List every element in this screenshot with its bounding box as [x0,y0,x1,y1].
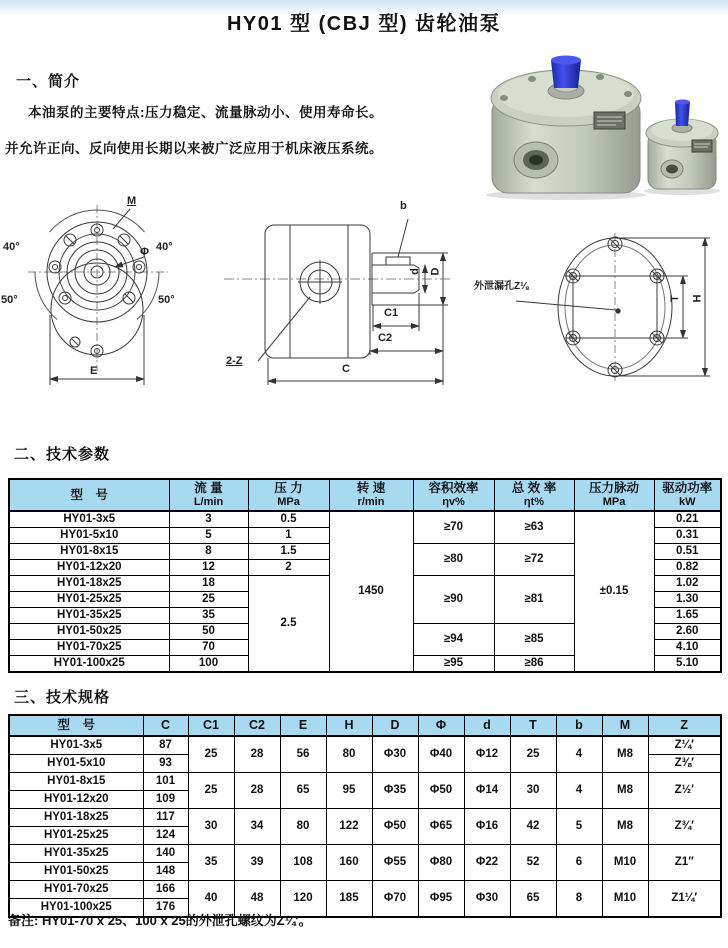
dim-label-phi: Φ [140,246,150,258]
table-cell: ≥63 [494,511,574,544]
table-cell: Φ22 [464,845,510,881]
table-cell: 117 [143,809,188,827]
table-cell: 176 [143,899,188,918]
column-header: 总 效 率 ηt% [494,479,574,511]
table-cell: HY01-70x25 [9,640,169,656]
dim-label-d: d [408,268,421,275]
dim-label-e: E [90,365,98,377]
table-cell: 25 [169,592,248,608]
table-cell: Φ55 [372,845,418,881]
table-cell: 1.02 [654,576,721,592]
table-cell: 124 [143,827,188,845]
column-header: d [464,715,510,736]
header-row [9,715,721,736]
table-cell: M10 [602,845,648,881]
dim-label-2z: 2-Z [226,355,243,367]
table-cell: 12 [169,560,248,576]
table-cell: 30 [188,809,234,845]
pump-photo-graphic [478,56,722,202]
table-cell: 28 [234,773,280,809]
table-cell: 70 [169,640,248,656]
table-cell: 4.10 [654,640,721,656]
technical-drawings [0,196,728,436]
dim-label-50-right: 50° [158,294,175,306]
table-cell: HY01-50x25 [9,624,169,640]
dim-label-b: b [400,200,407,212]
table-cell: Z1″ [648,845,721,881]
table-row [9,736,721,755]
column-header: 压 力 MPa [248,479,329,511]
product-photo [478,56,722,202]
intro-heading: 一、简介 [16,73,81,90]
table-cell: HY01-100x25 [9,899,143,918]
table-cell: 0.31 [654,528,721,544]
table-cell: HY01-70x25 [9,881,143,899]
table-cell: HY01-50x25 [9,863,143,881]
table-cell: 5 [556,809,602,845]
dim-label-t: T [668,295,681,302]
column-header: C2 [234,715,280,736]
table-cell: 2.5 [248,576,329,673]
footnote: 备注: HY01-70 x 25、100 x 25的外泄孔螺纹为Z¼′。 [8,913,312,928]
column-header: b [556,715,602,736]
dim-label-c: C [342,363,350,375]
table-cell: 100 [169,656,248,673]
table-cell: Φ30 [464,881,510,918]
column-header: Φ [418,715,464,736]
table-cell: 140 [143,845,188,863]
table-cell: 65 [280,773,326,809]
page-title: HY01 型 (CBJ 型) 齿轮油泵 [226,13,502,35]
table-cell: Φ14 [464,773,510,809]
table-cell: 109 [143,791,188,809]
table-cell: 35 [169,608,248,624]
table-cell: 4 [556,736,602,773]
table-cell: M8 [602,736,648,773]
table-cell: 5 [169,528,248,544]
table-cell: 93 [143,755,188,773]
dim-label-40-right: 40° [156,241,173,253]
table-cell: Φ35 [372,773,418,809]
leak-hole-label: 外泄漏孔Z⅛ [474,281,529,292]
table-cell: Z⅜′ [648,755,721,773]
table-cell: Φ70 [372,881,418,918]
table-cell: HY01-100x25 [9,656,169,673]
table-cell: HY01-12x20 [9,791,143,809]
intro-line-2: 并允许正向、反向使用长期以来被广泛应用于机床液压系统。 [5,141,383,156]
table-cell: Z¼′ [648,736,721,755]
column-header: M [602,715,648,736]
specs-heading: 三、技术规格 [14,689,111,706]
table-row [9,809,721,827]
table-cell: 108 [280,845,326,881]
table-row [9,511,721,528]
column-header: D [372,715,418,736]
table-cell: 80 [280,809,326,845]
table-cell: 34 [234,809,280,845]
column-header: 容积效率 ηv% [413,479,494,511]
table-cell: 87 [143,736,188,755]
table-cell: ≥90 [413,576,494,624]
table-cell: 4 [556,773,602,809]
table-cell: 0.5 [248,511,329,528]
side-view-drawing [222,200,457,395]
table-cell: Φ30 [372,736,418,773]
column-header: 转 速 r/min [329,479,413,511]
table-cell: HY01-5x10 [9,755,143,773]
table-cell: ≥72 [494,544,574,576]
table-row [9,773,721,791]
table-cell: Z¾′ [648,809,721,845]
table-cell: 25 [188,736,234,773]
table-cell: 3 [169,511,248,528]
table-cell: Z½′ [648,773,721,809]
table-cell: ≥85 [494,624,574,656]
table-cell: M8 [602,773,648,809]
dim-label-h: H [691,294,704,303]
table-cell: 0.82 [654,560,721,576]
table-cell: Φ80 [418,845,464,881]
table-cell: Φ40 [418,736,464,773]
intro-line-1: 本油泵的主要特点:压力稳定、流量脉动小、使用寿命长。 [28,105,383,120]
column-header: C [143,715,188,736]
table-cell: 0.21 [654,511,721,528]
table-cell: 50 [169,624,248,640]
table-cell: ≥86 [494,656,574,673]
table-cell: 148 [143,863,188,881]
specs-table [8,714,722,918]
table-cell: HY01-35x25 [9,845,143,863]
params-table [8,478,722,673]
table-cell: Φ50 [372,809,418,845]
table-cell: 8 [556,881,602,918]
table-cell: HY01-3x5 [9,511,169,528]
dim-label-m: M [127,195,137,207]
column-header: 型 号 [9,479,169,511]
table-cell: 25 [188,773,234,809]
table-row [9,845,721,863]
table-cell: 40 [188,881,234,918]
table-cell: 39 [234,845,280,881]
column-header: 型 号 [9,715,143,736]
table-cell: 30 [510,773,556,809]
table-cell: M8 [602,809,648,845]
table-cell: Φ12 [464,736,510,773]
table-cell: 25 [510,736,556,773]
table-cell: 1 [248,528,329,544]
table-cell: ≥70 [413,511,494,544]
table-cell: 120 [280,881,326,918]
column-header: 压力脉动 MPa [574,479,654,511]
column-header: Z [648,715,721,736]
table-cell: HY01-8x15 [9,544,169,560]
column-header: H [326,715,372,736]
dim-label-c1: C1 [384,307,399,319]
table-cell: 101 [143,773,188,791]
table-cell: 5.10 [654,656,721,673]
table-cell: 35 [188,845,234,881]
table-cell: 48 [234,881,280,918]
column-header: 驱动功率 kW [654,479,721,511]
column-header: T [510,715,556,736]
table-cell: 80 [326,736,372,773]
dim-label-50-left: 50° [1,294,18,306]
table-cell: 28 [234,736,280,773]
table-cell: 56 [280,736,326,773]
table-row [9,881,721,899]
table-cell: 1450 [329,511,413,672]
table-cell: HY01-18x25 [9,576,169,592]
table-cell: 1.5 [248,544,329,560]
table-cell: Z1¼′ [648,881,721,918]
table-cell: 95 [326,773,372,809]
table-cell: ≥80 [413,544,494,576]
table-cell: 1.65 [654,608,721,624]
table-cell: 0.51 [654,544,721,560]
table-cell: 166 [143,881,188,899]
table-cell: Φ65 [418,809,464,845]
table-cell: ±0.15 [574,511,654,672]
table-cell: ≥81 [494,576,574,624]
table-cell: HY01-25x25 [9,827,143,845]
table-cell: Φ16 [464,809,510,845]
dim-label-c2: C2 [378,332,393,344]
table-cell: ≥95 [413,656,494,673]
table-cell: 6 [556,845,602,881]
column-header: C1 [188,715,234,736]
table-cell: 1.30 [654,592,721,608]
dim-label-40-left: 40° [3,241,20,253]
table-cell: HY01-12x20 [9,560,169,576]
table-cell: 160 [326,845,372,881]
table-cell: 185 [326,881,372,918]
table-cell: 8 [169,544,248,560]
table-cell: HY01-8x15 [9,773,143,791]
rear-view-drawing [470,203,728,403]
table-cell: 52 [510,845,556,881]
column-header: E [280,715,326,736]
table-cell: Φ50 [418,773,464,809]
table-cell: 2 [248,560,329,576]
table-cell: HY01-3x5 [9,736,143,755]
table-cell: 42 [510,809,556,845]
table-cell: HY01-35x25 [9,608,169,624]
table-cell: HY01-25x25 [9,592,169,608]
params-heading: 二、技术参数 [14,446,111,463]
table-cell: 65 [510,881,556,918]
dim-label-cap-d: D [429,267,442,276]
table-cell: 2.60 [654,624,721,640]
table-cell: HY01-18x25 [9,809,143,827]
table-cell: M10 [602,881,648,918]
table-cell: Φ95 [418,881,464,918]
header-row [9,479,721,511]
table-cell: 18 [169,576,248,592]
table-cell: ≥94 [413,624,494,656]
table-cell: 122 [326,809,372,845]
column-header: 流 量 L/min [169,479,248,511]
table-cell: HY01-5x10 [9,528,169,544]
